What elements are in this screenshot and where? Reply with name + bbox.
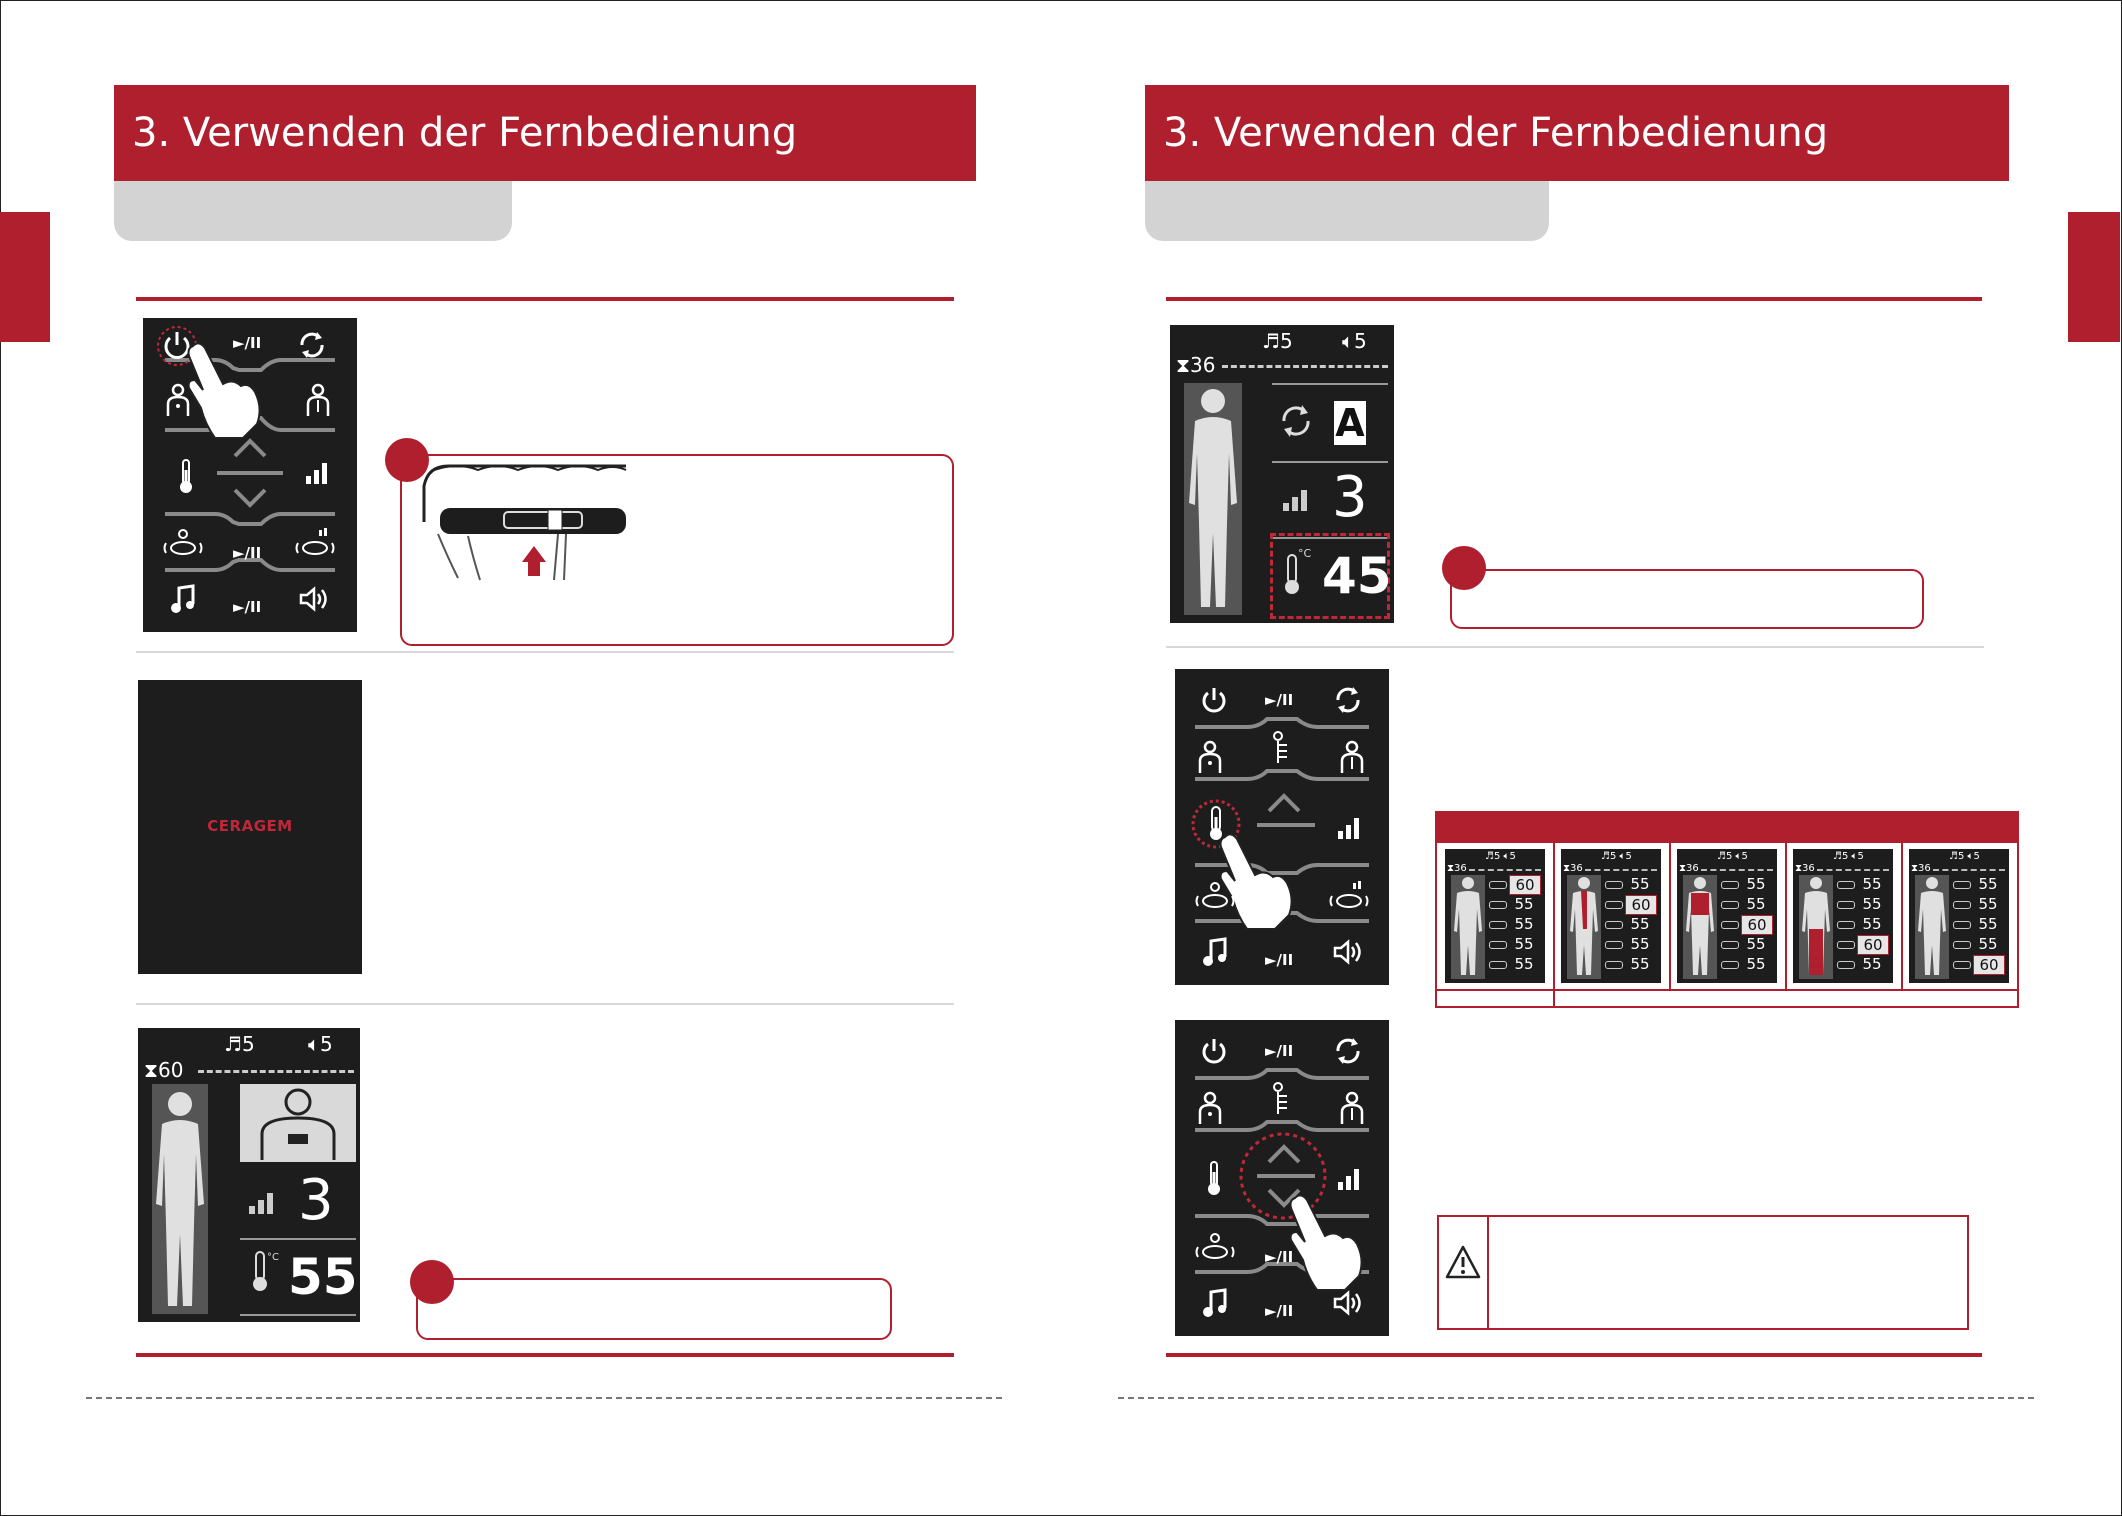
zone-icon [1721, 901, 1739, 909]
right-side-tab [2068, 212, 2120, 342]
rotate-icon[interactable] [1333, 685, 1363, 715]
startup-logo-screen [138, 680, 362, 974]
zone-screen-timer-dashes [1933, 869, 2005, 871]
power-icon[interactable] [1201, 1038, 1227, 1064]
zone-icon [1837, 881, 1855, 889]
zone-temperature: 55 [1978, 935, 1998, 953]
page-title-left: 3. Verwenden der Fernbedienung [114, 85, 976, 181]
zone-temperature: 55 [1514, 915, 1534, 933]
zone-temperature: 60 [1857, 935, 1889, 955]
hourglass-icon: ⧗ [144, 1058, 159, 1082]
thermometer-icon[interactable] [1205, 1160, 1223, 1196]
zone-screen-body [1915, 875, 1949, 979]
chevron-down-icon[interactable] [233, 488, 267, 508]
body-silhouette [1182, 383, 1244, 615]
zone-temperature: 55 [1862, 915, 1882, 933]
volume-level-value: 5 [1354, 329, 1367, 353]
zone-temperature: 55 [1630, 875, 1650, 893]
volume-icon[interactable] [1333, 1290, 1363, 1316]
subtitle-tab-left [114, 181, 512, 241]
signal-bars-icon[interactable] [305, 460, 329, 484]
play-pause-icon[interactable]: ►/II [1265, 1042, 1294, 1060]
volume-level: 🔈︎5 [308, 1032, 333, 1056]
section-rule-bottom-left [136, 1353, 954, 1357]
zone-icon [1837, 921, 1855, 929]
zone-screen-body [1567, 875, 1601, 979]
massage-right-icon[interactable] [295, 528, 335, 558]
zone-icon [1721, 961, 1739, 969]
person-icon[interactable] [1197, 1092, 1223, 1126]
zone-icon [1953, 901, 1971, 909]
zone-screen-timer: ⧗36 [1911, 863, 1931, 874]
zone-temperature: 60 [1973, 955, 2005, 975]
play-pause-icon[interactable]: ►/II [1265, 1302, 1294, 1320]
zone-screen-levels: ♬5 🔈︎5 [1717, 851, 1748, 862]
section-divider-2-left [136, 1003, 954, 1005]
volume-icon[interactable] [1333, 939, 1363, 965]
zone-icon [1837, 901, 1855, 909]
massage-left-icon[interactable] [163, 528, 203, 558]
zone-screen-timer: ⧗36 [1679, 863, 1699, 874]
brand-logo: CERAGEM [207, 817, 293, 835]
play-pause-icon[interactable]: ►/II [233, 598, 262, 616]
volume-level: 🔈︎5 [1342, 329, 1367, 353]
music-note-icon[interactable] [171, 584, 195, 614]
thermometer-icon [250, 1250, 279, 1294]
display-note-callout [416, 1278, 892, 1340]
zone-icon [1953, 881, 1971, 889]
zone-icon [1605, 881, 1623, 889]
svg-text:°C: °C [267, 1252, 279, 1263]
zone-temperature: 55 [1746, 875, 1766, 893]
zone-screen-3 [1677, 849, 1777, 983]
zone-temperature: 55 [1630, 915, 1650, 933]
music-level: ♬5 [1262, 329, 1293, 353]
music-level: ♬5 [224, 1032, 255, 1056]
zone-icon [1489, 941, 1507, 949]
col-divider [1669, 813, 1671, 991]
zone-divider [1272, 461, 1388, 463]
display-screen-timer-60 [138, 1028, 360, 1322]
col-divider [1785, 813, 1787, 991]
device-illustration [418, 462, 626, 582]
warning-box [1437, 1215, 1969, 1330]
hand-pointer-icon [183, 338, 263, 438]
zone-screen-levels: ♬5 🔈︎5 [1485, 851, 1516, 862]
col-divider [1901, 813, 1903, 991]
zone-screen-levels: ♬5 🔈︎5 [1949, 851, 1980, 862]
mode-value: A [1335, 401, 1365, 445]
zone-temperature: 55 [1630, 955, 1650, 973]
zone-icon [1489, 921, 1507, 929]
zone-screen-timer: ⧗36 [1563, 863, 1583, 874]
zone-temperature: 55 [1862, 955, 1882, 973]
temperature-value: 55 [288, 1248, 358, 1306]
intensity-value: 3 [1332, 465, 1368, 530]
footer-dashed-line-left [86, 1397, 1002, 1399]
page-title-right: 3. Verwenden der Fernbedienung [1145, 85, 2009, 181]
zone-temperature: 55 [1862, 875, 1882, 893]
zone-divider [240, 1238, 356, 1240]
temperature-value: 45 [1322, 547, 1392, 605]
zone-temperature: 55 [1746, 955, 1766, 973]
callout-marker [410, 1260, 454, 1304]
zone-screen-1 [1445, 849, 1545, 983]
play-pause-icon[interactable]: ►/II [233, 334, 262, 352]
zone-icon [1837, 941, 1855, 949]
person-icon[interactable] [1197, 741, 1223, 775]
left-side-tab [0, 212, 50, 342]
massage-right-icon[interactable] [1329, 881, 1369, 911]
timer-dashes [198, 1070, 354, 1073]
active-zone-highlight [1691, 893, 1709, 915]
timer-readout [144, 1058, 184, 1082]
zone-icon [1953, 921, 1971, 929]
col-divider [1553, 813, 1555, 1006]
volume-icon[interactable] [299, 586, 329, 612]
upper-body-zone-box [240, 1084, 356, 1162]
music-note-icon[interactable] [1203, 1288, 1227, 1318]
chevron-up-icon[interactable] [1267, 793, 1301, 813]
warning-box-divider [1487, 1217, 1489, 1328]
zone-screen-timer-dashes [1701, 869, 1773, 871]
zone-divider [1272, 383, 1388, 385]
signal-bars-icon [248, 1190, 274, 1214]
body-silhouette [150, 1084, 210, 1314]
zone-temperature: 55 [1862, 895, 1882, 913]
warning-icon [1445, 1245, 1481, 1279]
signal-bars-icon[interactable] [1337, 815, 1361, 839]
zone-screen-levels: ♬5 🔈︎5 [1833, 851, 1864, 862]
zone-icon [1605, 901, 1623, 909]
zone-icon [1489, 881, 1507, 889]
rotate-icon [1278, 403, 1314, 439]
zone-screen-body [1683, 875, 1717, 979]
zone-screen-2 [1561, 849, 1661, 983]
zone-temperature: 60 [1741, 915, 1773, 935]
hand-pointer-icon [1215, 829, 1295, 929]
zone-temperature: 55 [1514, 895, 1534, 913]
zone-temperature: 55 [1746, 895, 1766, 913]
hourglass-icon: ⧗ [1176, 353, 1191, 377]
hand-pointer-icon [1285, 1190, 1365, 1290]
massage-left-icon[interactable] [1195, 881, 1235, 911]
spine-icon[interactable] [1271, 731, 1291, 765]
zone-temperature: 55 [1978, 915, 1998, 933]
zone-screen-body [1451, 875, 1485, 979]
timer-value: 36 [1190, 353, 1216, 377]
zone-icon [1489, 961, 1507, 969]
person-arrow-icon[interactable] [1339, 741, 1365, 775]
zone-screen-timer: ⧗36 [1447, 863, 1467, 874]
section-divider-1-right [1166, 646, 1984, 648]
zone-screen-5 [1909, 849, 2009, 983]
display-screen-timer-36 [1170, 325, 1394, 623]
zone-screen-timer-dashes [1469, 869, 1541, 871]
person-arrow-icon[interactable] [305, 384, 331, 418]
intensity-value: 3 [298, 1168, 334, 1233]
zone-icon [1605, 941, 1623, 949]
zone-icon [1953, 961, 1971, 969]
music-level-value: 5 [1279, 329, 1293, 353]
section-rule-top-right [1166, 297, 1982, 301]
zone-icon [1721, 921, 1739, 929]
play-pause-icon[interactable]: ►/II [1265, 691, 1294, 709]
volume-level-value: 5 [320, 1032, 333, 1056]
remote-thermometer-press [1175, 669, 1389, 985]
temperature-unit: °C [1298, 547, 1312, 560]
section-rule-top-left [136, 297, 954, 301]
zone-icon [1489, 901, 1507, 909]
chevron-up-icon[interactable] [233, 438, 267, 458]
zone-temperature: 55 [1514, 935, 1534, 953]
rotate-icon[interactable] [297, 330, 327, 360]
zone-divider-bottom [240, 1314, 356, 1316]
music-note-icon[interactable] [1203, 937, 1227, 967]
zone-screen-4 [1793, 849, 1893, 983]
signal-bars-icon [1282, 487, 1308, 511]
zone-icon [1837, 961, 1855, 969]
rotate-icon[interactable] [1333, 1036, 1363, 1066]
section-rule-bottom-right [1166, 1353, 1982, 1357]
zone-screen-body [1799, 875, 1833, 979]
zone-icon [1605, 921, 1623, 929]
active-zone-highlight [1809, 929, 1823, 975]
zone-temperature: 60 [1625, 895, 1657, 915]
zone-screen-timer-dashes [1585, 869, 1657, 871]
temperature-note-callout [1450, 569, 1924, 629]
play-pause-icon[interactable]: ►/II [1265, 951, 1294, 969]
timer-readout [1176, 353, 1216, 377]
zone-temperature: 55 [1978, 895, 1998, 913]
zone-screen-timer: ⧗36 [1795, 863, 1815, 874]
timer-dashes [1222, 365, 1388, 368]
timer-value: 60 [158, 1058, 184, 1082]
massage-left-icon[interactable] [1195, 1232, 1235, 1262]
signal-bars-icon[interactable] [1337, 1166, 1361, 1190]
zone-temperature: 55 [1630, 935, 1650, 953]
zone-temperature: 55 [1514, 955, 1534, 973]
footer-dashed-line-right [1118, 1397, 2034, 1399]
zone-icon [1721, 941, 1739, 949]
zone-table-header [1437, 813, 2017, 843]
zone-temperature: 55 [1978, 875, 1998, 893]
zone-screen-timer-dashes [1817, 869, 1889, 871]
thermometer-icon[interactable] [177, 458, 195, 494]
person-arrow-icon[interactable] [1339, 1092, 1365, 1126]
spine-icon[interactable] [1271, 1082, 1291, 1116]
chevron-up-icon[interactable] [1267, 1144, 1301, 1164]
zone-icon [1721, 881, 1739, 889]
play-pause-icon[interactable]: ►/II [233, 544, 262, 562]
zone-screen-levels: ♬5 🔈︎5 [1601, 851, 1632, 862]
play-pause-icon[interactable]: ►/II [1265, 1248, 1294, 1266]
power-icon[interactable] [1201, 687, 1227, 713]
subtitle-tab-right [1145, 181, 1549, 241]
callout-marker [1442, 546, 1486, 590]
zone-icon [1605, 961, 1623, 969]
row-divider [1437, 989, 2017, 991]
zone-temperature: 55 [1746, 935, 1766, 953]
music-level-value: 5 [241, 1032, 255, 1056]
remote-chevron-press [1175, 1020, 1389, 1336]
zone-table [1435, 811, 2019, 1008]
mode-value-box [1334, 401, 1366, 445]
section-divider-1-left [136, 651, 954, 653]
remote-power-press [143, 318, 357, 632]
zone-icon [1953, 941, 1971, 949]
zone-temperature: 60 [1509, 875, 1541, 895]
